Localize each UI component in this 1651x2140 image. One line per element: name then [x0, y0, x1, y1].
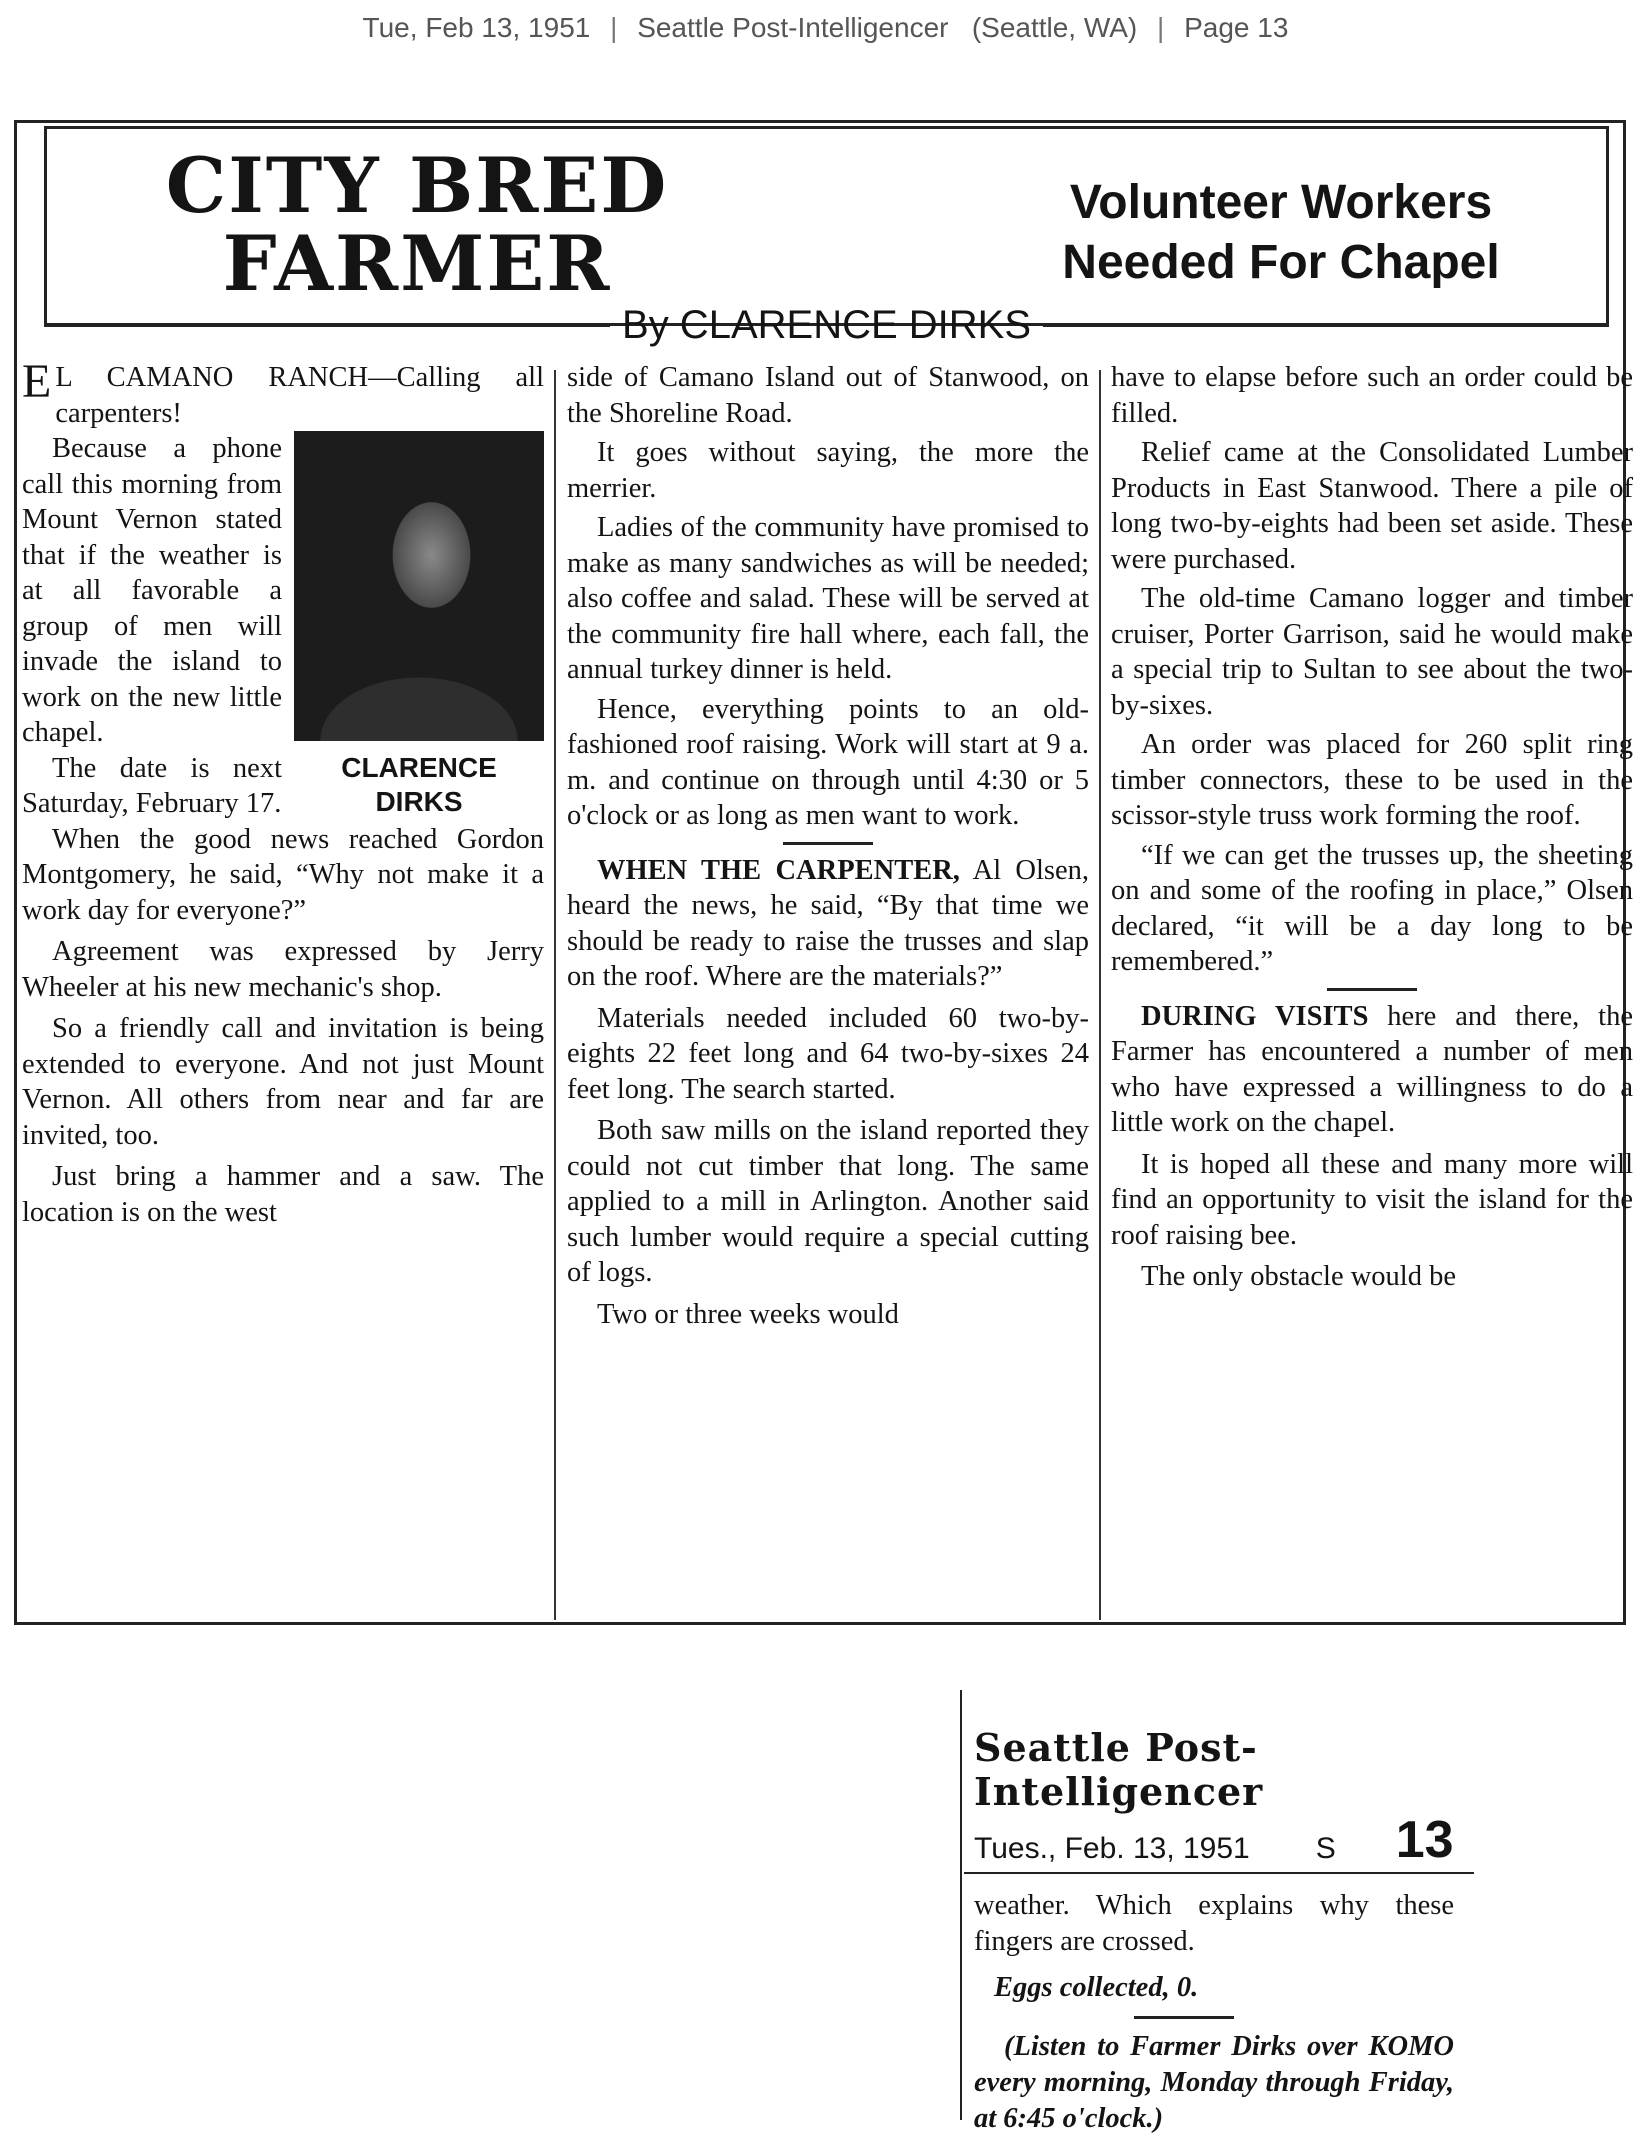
- author-photo-block: [294, 431, 544, 819]
- paragraph: side of Camano Island out of Stanwood, on the Shoreline Road.: [567, 362, 1089, 429]
- section-rule: [783, 842, 873, 845]
- paragraph: “If we can get the trusses up, the sheeting on and some of the roofing in place,” Olsen declared, “it will be a day long to be remembered.”: [1111, 839, 1633, 977]
- clipping-border-top: [14, 120, 1626, 123]
- header-separator: |: [1157, 12, 1165, 43]
- photo-caption-line: CLARENCE: [341, 752, 497, 783]
- newspaper-masthead: Seattle Post-Intelligencer: [974, 1725, 1264, 1814]
- paragraph: It is hoped all these and many more will find an opportunity to visit the island for the roof raising bee.: [1111, 1148, 1633, 1251]
- header-date: Tue, Feb 13, 1951: [362, 12, 591, 43]
- paragraph: An order was placed for 260 split ring timber connectors, these to be used in the scissor-style truss work forming the roof.: [1111, 729, 1633, 831]
- paragraph: have to elapse before such an order could be filled.: [1111, 362, 1633, 429]
- dateline-date: Tues., Feb. 13, 1951: [974, 1832, 1250, 1865]
- eggs-collected-note: Eggs collected, 0.: [994, 1972, 1199, 2003]
- paragraph: Just bring a hammer and a saw. The location is on the west: [22, 1161, 544, 1228]
- paragraph: The old-time Camano logger and timber cruiser, Porter Garrison, said he would make a special trip to Sultan to see about the two-by-sixes.: [1111, 583, 1633, 721]
- paragraph: Agreement was expressed by Jerry Wheeler at his new mechanic's shop.: [22, 936, 544, 1003]
- paragraph: It goes without saying, the more the merrier.: [567, 437, 1089, 504]
- paragraph: Hence, everything points to an old-fashioned roof raising. Work will start at 9 a. m. and continue on through until 4:30 or 5 o'clock or as long as men want to work.: [567, 693, 1089, 831]
- paragraph: Both saw mills on the island reported they could not cut timber that long. The same applied to a mill in Arlington. Another said such lumber would require a special cutting of logs.: [567, 1115, 1089, 1288]
- paragraph: When the good news reached Gordon Montgomery, he said, “Why not make it a work day for everyone?”: [22, 823, 544, 926]
- headline-line: Needed For Chapel: [1062, 236, 1500, 289]
- subhead: WHEN THE CARPENTER,: [597, 854, 960, 886]
- section-rule: [1134, 2016, 1234, 2019]
- clipping-border-bottom: [14, 1622, 1626, 1625]
- paragraph: [22, 360, 544, 431]
- paragraph-text: L CAMANO RANCH—Calling all carpenters!: [55, 362, 544, 429]
- column-title: [157, 141, 677, 308]
- paragraph: Because a phone call this morning from Mount Vernon stated that if the weather is at all favorable a group of men will invade the island to work on the new little chapel.: [22, 433, 282, 748]
- newspaper-clipping: [14, 120, 1633, 1625]
- byline: By CLARENCE DIRKS: [622, 302, 1031, 347]
- clipping-border-left: [14, 120, 17, 1625]
- paragraph: Ladies of the community have promised to make as many sandwiches as will be needed; also coffee and salad. These will be served at the community fire hall where, each fall, the annual turkey dinner is held.: [567, 512, 1089, 685]
- section-rule: [1327, 988, 1417, 991]
- byline-rule-right: [1043, 323, 1609, 327]
- subhead: DURING VISITS: [1141, 1000, 1369, 1032]
- listen-note: (Listen to Farmer Dirks over KOMO every morning, Monday through Friday, at 6:45 o'clock.): [974, 2031, 1454, 2134]
- paragraph-text: Al Olsen, heard the news, he said, “By that time we should be ready to raise the trusses and slap on the roof. Where are the materials?”: [567, 854, 1089, 992]
- article-column-2: [567, 360, 1089, 1618]
- byline-row: [44, 300, 1609, 350]
- header-place: (Seattle, WA): [971, 12, 1138, 43]
- paragraph: Two or three weeks would: [597, 1298, 899, 1330]
- headline: [1046, 173, 1516, 293]
- paragraph: So a friendly call and invitation is being extended to everyone. And not just Mount Vernon. All others from near and far are invited, too.: [22, 1013, 544, 1151]
- headline-line: Volunteer Workers: [1069, 176, 1493, 229]
- paragraph: Materials needed included 60 two-by-eights 22 feet long and 64 two-by-sixes 24 feet long. The search started.: [567, 1002, 1089, 1105]
- archive-header: [0, 12, 1651, 44]
- paragraph: The only obstacle would be: [1141, 1261, 1457, 1292]
- photo-caption-line: DIRKS: [375, 786, 463, 817]
- byline-rule-left: [44, 323, 610, 327]
- article-body: [22, 360, 1633, 1610]
- paragraph: [567, 853, 1089, 995]
- column-title-line: FARMER: [222, 219, 612, 308]
- column-header-box: [44, 126, 1609, 326]
- paragraph: weather. Which explains why these fingers are crossed.: [974, 1890, 1454, 1957]
- dateline: [964, 1811, 1474, 1874]
- column-title-line: CITY BRED: [165, 141, 669, 230]
- paragraph: Relief came at the Consolidated Lumber Products in East Stanwood. There a pile of long two-by-eights had been set aside. These were purchased.: [1111, 437, 1633, 575]
- paragraph: [1111, 999, 1633, 1141]
- header-separator: |: [610, 12, 618, 43]
- dateline-page-number: 13: [1395, 1811, 1454, 1869]
- article-column-1: [22, 360, 544, 1618]
- author-portrait-image: [294, 431, 544, 741]
- article-column-3: [1111, 360, 1633, 1618]
- drop-cap: E: [22, 360, 52, 408]
- dateline-edition: S: [1315, 1832, 1336, 1865]
- header-page: Page 13: [1184, 12, 1289, 43]
- column-divider: [554, 370, 556, 1620]
- photo-caption: [294, 751, 544, 819]
- paragraph: The date is next Saturday, February 17.: [22, 752, 282, 819]
- continuation-clipping: [960, 1690, 1489, 2134]
- header-paper: Seattle Post-Intelligencer: [637, 12, 949, 43]
- column-divider: [1099, 370, 1101, 1620]
- paragraph-text: here and there, the Farmer has encountered a number of men who have expressed a willingness to do a little work on the chapel.: [1111, 1000, 1633, 1138]
